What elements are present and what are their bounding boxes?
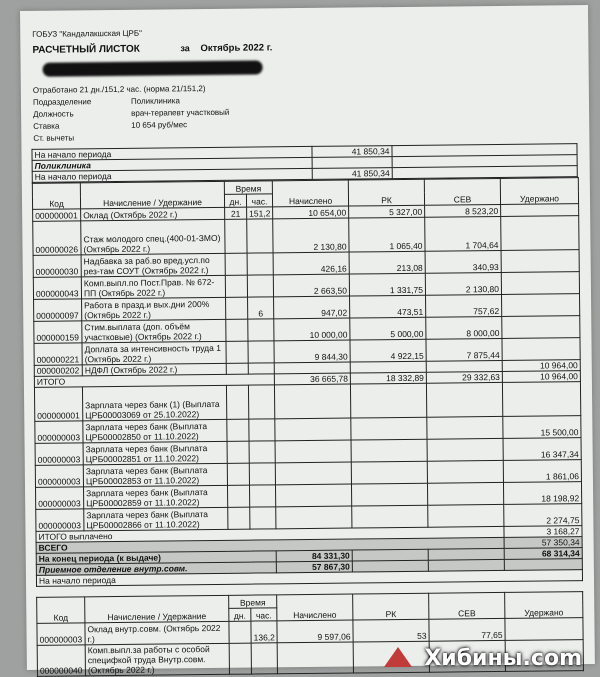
row-code: 000000003: [35, 443, 83, 466]
row-withheld: [502, 294, 580, 317]
row-rk: 473,51: [350, 295, 426, 318]
col-time: Время: [224, 181, 272, 195]
col-days: дн.: [224, 194, 246, 207]
row-name: Работа в празд.и вых.дни 200% (Октябрь 2022 г.): [82, 297, 226, 321]
row-code: 000000003: [35, 421, 83, 444]
redacted-name: [43, 60, 263, 76]
row-hours: [248, 341, 274, 363]
row-code: 000000043: [33, 277, 81, 300]
row-name: Комп.выпл.за работы с особой специфкой труда Внутр.совм. (Октябрь 2022 г.): [85, 643, 229, 676]
row-sev: 1 704,64: [425, 216, 501, 251]
start-period-label: На начало периода: [32, 168, 312, 182]
period-label: Октябрь 2022 г.: [200, 42, 273, 55]
info-value: Поликлиника: [130, 96, 180, 106]
table-row: [33, 216, 579, 256]
department-label: Приемное отделение внутр.совм.: [36, 562, 276, 576]
row-name: Доплата за интенсивность труда 1 (Октябрь 2022 г.): [82, 341, 226, 365]
row-name: Зарплата через банк (1) (Выплата ЦРБ00003069 от 25.10.2022): [82, 385, 226, 421]
row-days: [225, 219, 247, 253]
row-withheld: [502, 382, 580, 417]
row-accrued: 9 597,06: [277, 620, 353, 643]
col-accrued: Начислено: [272, 180, 348, 207]
row-withheld: 2 274,75: [504, 504, 582, 527]
start-period-label: На начало периода: [32, 146, 312, 160]
row-hours: [247, 253, 273, 275]
row-hours: 6: [248, 297, 274, 319]
row-name: Зарплата через банк (Выплата ЦРБ00002853 от 11.10.2022): [83, 463, 227, 487]
row-code: 000000221: [34, 343, 82, 366]
grand-total-value: 57 350,34: [504, 537, 582, 549]
paid-total-label: ИТОГО выплачено: [36, 526, 504, 542]
mountain-icon: [384, 647, 412, 667]
row-name: Зарплата через банк (Выплата ЦРБ00002866 от 11.10.2022): [84, 507, 228, 531]
row-withheld: [502, 316, 580, 339]
row-rk: 1 065,40: [349, 217, 425, 252]
row-accrued: 10 654,00: [273, 206, 349, 219]
row-code: 000000003: [37, 623, 85, 646]
row-accrued: 2 663,50: [273, 274, 349, 297]
total-accrued: 36 665,78: [274, 373, 350, 385]
row-withheld: 15 500,00: [503, 416, 581, 439]
grand-total-label: ВСЕГО: [36, 537, 504, 553]
row-days: [226, 297, 248, 319]
watermark-text: Хибины.com: [424, 646, 582, 671]
info-value: врач-терапевт участковый: [131, 107, 230, 118]
start-period-label: На начало периода: [36, 570, 582, 587]
row-days: [225, 275, 247, 297]
col-rk: РК: [348, 179, 424, 206]
info-label: Подразделение: [32, 97, 92, 107]
row-withheld: [501, 272, 579, 295]
row-accrued: 9 844,30: [274, 340, 350, 363]
row-withheld: 18 198,92: [503, 482, 581, 505]
row-hours: 151,2: [247, 207, 273, 219]
row-name: Оклад внутр.совм. (Октябрь 2022 г.): [85, 621, 229, 645]
row-days: [226, 319, 248, 341]
total-withheld: 10 964,00: [502, 371, 580, 383]
col-name: Начисление / Удержание: [85, 595, 229, 623]
end-period-label: На конец периода (к выдаче): [36, 551, 276, 565]
row-code: 000000026: [33, 221, 81, 256]
row-rk: 5 327,00: [349, 205, 425, 218]
info-label: Ст. вычеты: [33, 133, 75, 143]
row-code: 000000040: [37, 645, 85, 677]
row-rk: 53: [353, 619, 429, 642]
row-rk: 5 000,00: [350, 317, 426, 340]
row-name: Надбавка за раб.во вред.усл.по рез-там СОУТ (Октябрь 2022 г.): [81, 253, 225, 277]
payslip-sheet: [20, 5, 595, 676]
row-hours: [247, 219, 273, 253]
info-label: Ставка: [33, 121, 60, 131]
end-period-value-2: 68 314,34: [504, 548, 582, 560]
worked-time: Отработано 21 дн./151,2 час. (норма 21/151,2): [32, 84, 206, 95]
row-rk: 1 331,75: [349, 273, 425, 296]
col-withheld: Удержано: [505, 592, 583, 619]
row-withheld: [501, 216, 579, 251]
row-name: Зарплата через банк (Выплата ЦРБ00002859 от 11.10.2022): [84, 485, 228, 509]
row-hours: [248, 319, 274, 341]
row-code: 000000159: [34, 321, 82, 344]
row-days: 21: [225, 207, 247, 219]
row-sev: 7 875,44: [426, 338, 502, 361]
summary-top-table: [31, 143, 577, 183]
row-accrued: 947,02: [274, 296, 350, 319]
row-withheld: 10 964,00: [502, 360, 580, 372]
row-withheld: [502, 338, 580, 361]
row-sev: 77,65: [429, 618, 505, 641]
col-code: Код: [32, 183, 80, 210]
row-code: 000000003: [36, 487, 84, 510]
col-withheld: Удержано: [500, 178, 578, 205]
total-label: ИТОГО: [34, 374, 274, 388]
row-accrued: 10 000,00: [274, 318, 350, 341]
row-code: 000000097: [34, 299, 82, 322]
row-name: Оклад (Октябрь 2022 г.): [81, 207, 225, 221]
table-row: [34, 382, 580, 422]
col-accrued: Начислено: [277, 594, 353, 621]
section-name: Поликлиника: [32, 157, 312, 171]
row-hours: 136,2: [251, 621, 277, 643]
row-sev: 8 523,20: [425, 204, 501, 217]
row-code: 000000202: [34, 365, 82, 377]
row-withheld: 1 861,06: [503, 460, 581, 483]
row-hours: [247, 275, 273, 297]
col-rk: РК: [353, 593, 429, 620]
row-withheld: [501, 204, 579, 217]
col-code: Код: [37, 597, 85, 624]
accruals-table: [32, 177, 583, 587]
info-value: 10 654 руб/мес: [131, 120, 188, 130]
row-rk: 4 922,15: [350, 339, 426, 362]
organization-name: ГОБУЗ "Кандалакшская ЦРБ": [32, 28, 142, 39]
row-name: Зарплата через банк (Выплата ЦРБ00002851 от 11.10.2022): [83, 441, 227, 465]
end-period-value: 84 331,30: [276, 550, 352, 562]
row-accrued: 2 130,80: [273, 218, 349, 253]
for-label: за: [180, 43, 190, 54]
row-sev: 757,62: [426, 294, 502, 317]
col-sev: СЕВ: [429, 592, 505, 619]
row-name: Стим.выплата (доп. объём участковые) (Октябрь 2022 г.): [82, 319, 226, 343]
row-sev: 2 130,80: [425, 272, 501, 295]
row-withheld: [501, 250, 579, 273]
col-days: дн.: [229, 608, 251, 621]
row-days: [229, 621, 251, 643]
paid-total-value: 3 168,27: [504, 526, 582, 538]
total-rk: 18 332,89: [350, 372, 426, 384]
row-code: 000000001: [33, 209, 81, 222]
info-label: Должность: [33, 109, 74, 119]
row-name: Стаж молодого спец.(400-01-ЗМО) (Октябрь 2022 г.): [81, 219, 225, 255]
row-code: 000000003: [36, 509, 84, 532]
payslip-title: РАСЧЕТНЫЙ ЛИСТОК: [32, 43, 140, 56]
start-period-value: 41 850,34: [312, 146, 392, 158]
row-accrued: 426,16: [273, 252, 349, 275]
total-sev: 29 332,63: [426, 371, 502, 383]
department-value: 57 867,30: [276, 561, 352, 573]
row-withheld: 16 347,34: [503, 438, 581, 461]
row-name: Зарплата через банк (Выплата ЦРБ00002850 от 11.10.2022): [83, 419, 227, 443]
col-time: Время: [229, 595, 277, 609]
col-hours: час.: [251, 608, 277, 621]
row-days: [225, 253, 247, 275]
row-code: 000000001: [34, 387, 82, 422]
col-name: Начисление / Удержание: [80, 181, 224, 209]
row-code: 000000003: [35, 465, 83, 488]
row-rk: 213,08: [349, 251, 425, 274]
start-period-value: 41 850,34: [312, 168, 392, 180]
row-name: Комп.выпл.по Пост.Прав. № 672-ПП (Октябрь 2022 г.): [81, 275, 225, 299]
row-name: НДФЛ (Октябрь 2022 г.): [82, 363, 226, 376]
row-code: 000000030: [33, 255, 81, 278]
row-sev: 340,93: [425, 250, 501, 273]
col-sev: СЕВ: [424, 178, 500, 205]
col-hours: час.: [246, 194, 272, 207]
row-days: [226, 341, 248, 363]
row-sev: 8 000,00: [426, 316, 502, 339]
row-withheld: [505, 618, 583, 641]
